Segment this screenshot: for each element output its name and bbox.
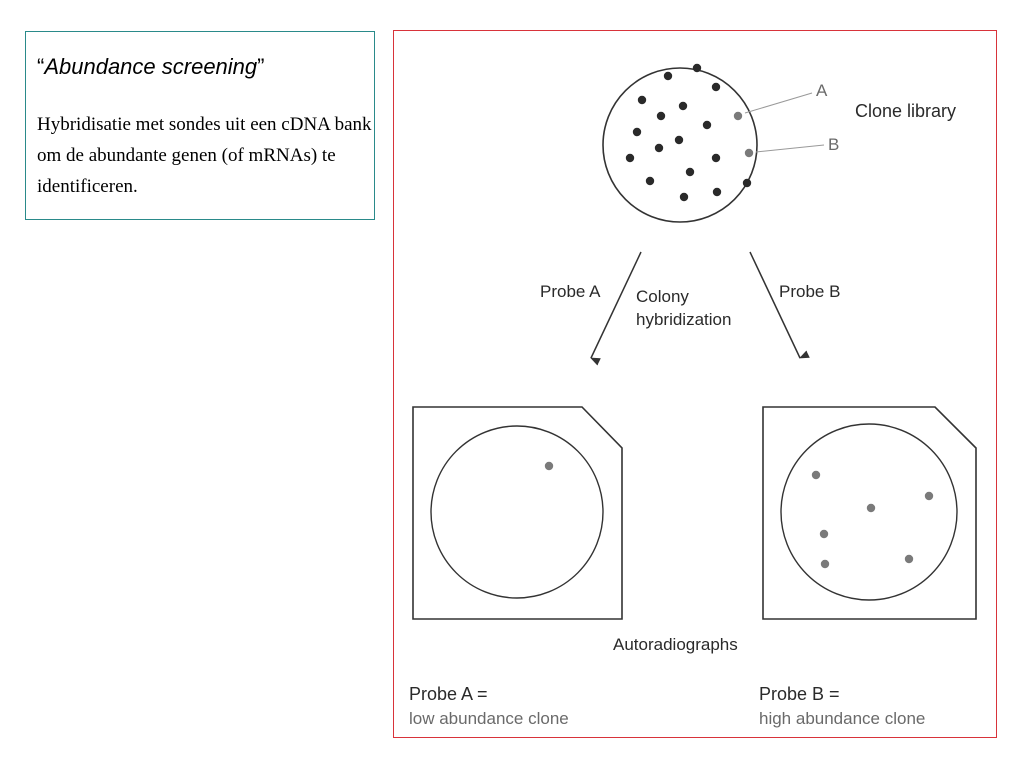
colony-dot [675, 136, 683, 144]
result-a-title: Probe A = [409, 684, 488, 704]
colony-dot [703, 121, 711, 129]
colony-dot [686, 168, 694, 176]
title-open-quote: “ [37, 54, 45, 79]
colony-dot [626, 154, 634, 162]
clone-library-label: Clone library [855, 101, 957, 121]
clone-library-plate [603, 68, 757, 222]
signal-dot-b [820, 530, 828, 538]
colony-dot-b [745, 149, 753, 157]
result-b-title: Probe B = [759, 684, 840, 704]
colony-dot [655, 144, 663, 152]
autoradiograph-plate-a [431, 426, 603, 598]
colony-dot [712, 154, 720, 162]
film-right [763, 407, 976, 619]
colony-dot [633, 128, 641, 136]
signal-dot-b [925, 492, 933, 500]
arrow-probe-a [591, 252, 641, 358]
colony-dot-a [734, 112, 742, 120]
colony-dot [680, 193, 688, 201]
probe-b-arrow-label: Probe B [779, 282, 841, 301]
colony-dot [712, 83, 720, 91]
title-close-quote: ” [257, 54, 265, 79]
colony-dot [713, 188, 721, 196]
probe-a-arrow-label: Probe A [540, 282, 601, 301]
colony-hybridization-line2: hybridization [636, 310, 732, 329]
autoradiograph-plate-b [781, 424, 957, 600]
library-colonies [626, 64, 753, 201]
result-a-description: low abundance clone [409, 709, 569, 728]
leader-line-b [756, 145, 824, 152]
colony-dot [693, 64, 701, 72]
colony-dot [657, 112, 665, 120]
signal-dot-b [821, 560, 829, 568]
arrow-probe-b [750, 252, 800, 358]
colony-dot [646, 177, 654, 185]
colony-dot [743, 179, 751, 187]
result-b-description: high abundance clone [759, 709, 926, 728]
signal-dot-b [867, 504, 875, 512]
marker-b-label: B [828, 135, 840, 154]
signal-dot-b [812, 471, 820, 479]
signal-dot-b [905, 555, 913, 563]
colony-hybridization-line1: Colony [636, 287, 689, 306]
colony-dot [638, 96, 646, 104]
colony-dot [679, 102, 687, 110]
marker-a-label: A [816, 81, 828, 100]
film-left [413, 407, 622, 619]
leader-line-a [745, 93, 812, 113]
autoradiographs-label: Autoradiographs [613, 635, 738, 654]
signal-dots-b [812, 471, 933, 568]
description-text: Hybridisatie met sondes uit een cDNA bank om de abundante genen (of mRNAs) te identificeren. [37, 114, 372, 197]
title-italic-text: Abundance screening [44, 54, 258, 79]
signal-dot-a [545, 462, 553, 470]
colony-dot [664, 72, 672, 80]
